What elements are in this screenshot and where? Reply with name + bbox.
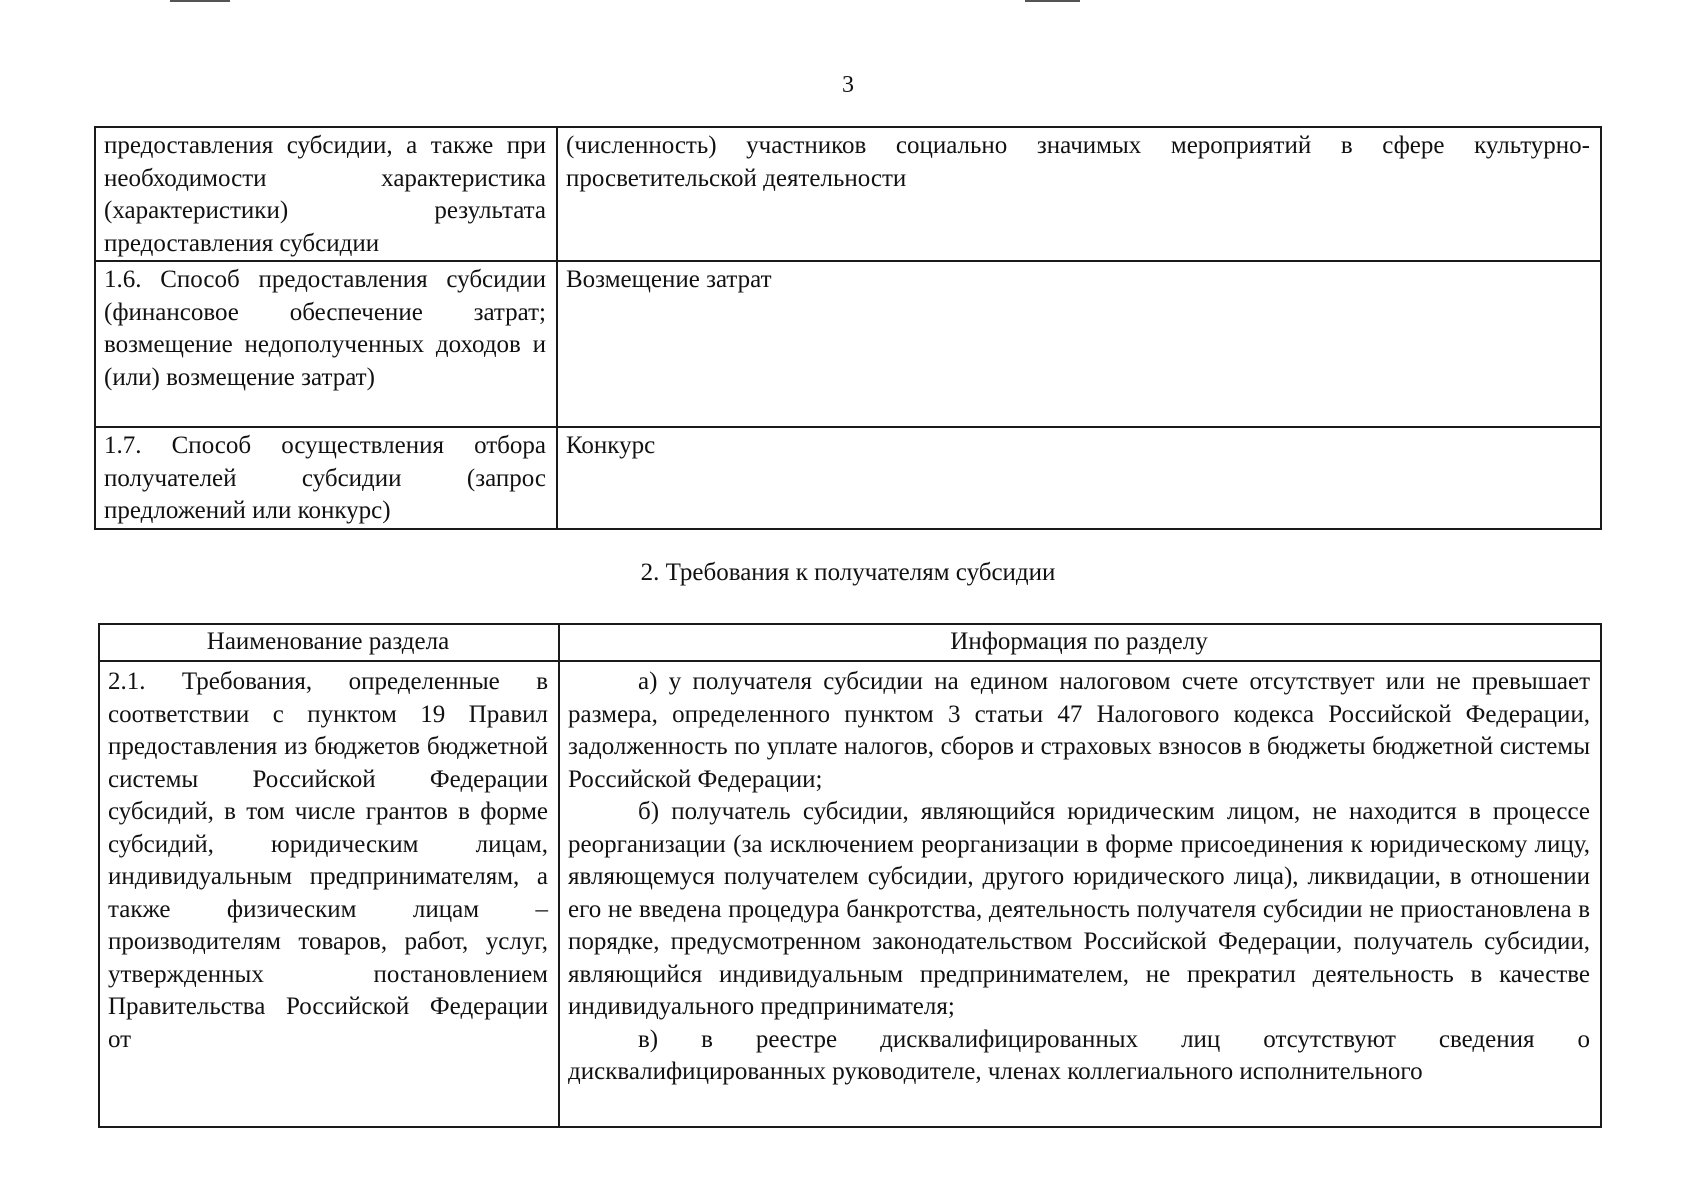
table-cell-value: Конкурс [557,427,1601,529]
requirement-paragraph-c: в) в реестре дисквалифицированных лиц отсутствуют сведения о дисквалифицированных руководителе, членах коллегиального исполнительного [568,1025,1590,1085]
page-number: 3 [842,72,854,98]
table-row [99,661,1601,1127]
table-header-row [99,624,1601,661]
table-cell-label: 1.7. Способ осуществления отбора получателей субсидии (запрос предложений или конкурс) [95,427,557,529]
table-cell-value [559,661,1601,1127]
table-cell-value: (численность) участников социально значимых мероприятий в сфере культурно-просветительской деятельности [557,127,1601,261]
recipient-requirements-table [98,623,1602,1128]
requirement-paragraph-b: б) получатель субсидии, являющийся юридическим лицом, не находится в процессе реорганизации (за исключением реорганизации в форме присоединения к юридическому лицу, являющемуся получателем субсидии, другого юридического лица), ликвидации, в отношении его не введена процедура банкротства, деятельность получателя субсидии не приостановлена в порядке, предусмотренном законодательством Российской Федерации, получатель субсидии, являющийся индивидуальным предпринимателем, не прекратил деятельность в качестве индивидуального предпринимателя; [568,798,1590,1020]
scan-artifact [1025,0,1080,2]
table-row [95,261,1601,427]
column-header-section-info: Информация по разделу [559,624,1601,661]
table-cell-label: предоставления субсидии, а также при необходимости характеристика (характеристики) результата предоставления субсидии [95,127,557,261]
table-cell-value: Возмещение затрат [557,261,1601,427]
requirement-paragraph-a: а) у получателя субсидии на едином налоговом счете отсутствует или не превышает размера, определенного пунктом 3 статьи 47 Налогового кодекса Российской Федерации, задолженность по уплате налогов, сборов и страховых взносов в бюджеты бюджетной системы Российской Федерации; [568,668,1590,793]
table-row [95,427,1601,529]
table-row [95,127,1601,261]
section-heading: 2. Требования к получателям субсидии [640,559,1056,586]
subsidy-parameters-table [94,126,1602,530]
table-cell-label: 2.1. Требования, определенные в соответствии с пунктом 19 Правил предоставления из бюджетов бюджетной системы Российской Федерации субсидий, в том числе грантов в форме субсидий, юридическим лицам, индивидуальным предпринимателям, а также физическим лицам – производителям товаров, работ, услуг, утвержденных постановлением Правительства Российской Федерации от [99,661,559,1127]
scan-artifact [170,0,230,2]
column-header-section-name: Наименование раздела [99,624,559,661]
table-cell-label: 1.6. Способ предоставления субсидии (финансовое обеспечение затрат; возмещение недополученных доходов и (или) возмещение затрат) [95,261,557,427]
